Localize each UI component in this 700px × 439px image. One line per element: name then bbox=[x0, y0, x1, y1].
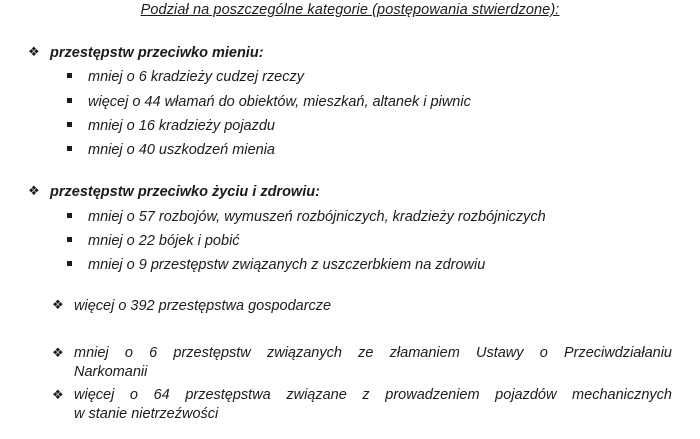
group-title-life-health bbox=[28, 183, 320, 200]
note-drunk-driving bbox=[52, 387, 672, 422]
note-economic-crimes bbox=[52, 297, 331, 314]
diamond-bullet-icon: ❖ bbox=[28, 183, 40, 198]
list-item-text: mniej o 9 przestępstw związanych z uszczerbkiem na zdrowiu bbox=[88, 257, 486, 273]
list-item-text: mniej o 6 kradzieży cudzej rzeczy bbox=[88, 69, 304, 85]
list-item bbox=[67, 142, 275, 158]
square-bullet-icon bbox=[67, 98, 72, 103]
list-item bbox=[67, 118, 275, 134]
group-title-property bbox=[28, 44, 264, 61]
note-text-continued: w stanie nietrzeźwości bbox=[74, 406, 219, 422]
square-bullet-icon bbox=[67, 237, 72, 242]
note-text-continued: Narkomanii bbox=[74, 364, 148, 380]
list-item bbox=[67, 233, 240, 249]
list-item-text: mniej o 40 uszkodzeń mienia bbox=[88, 142, 275, 158]
diamond-bullet-icon: ❖ bbox=[52, 297, 64, 312]
square-bullet-icon bbox=[67, 73, 72, 78]
square-bullet-icon bbox=[67, 213, 72, 218]
note-text: więcej o 64 przestępstwa związane z prowadzeniem pojazdów mechanicznych bbox=[74, 387, 672, 403]
diamond-bullet-icon: ❖ bbox=[28, 44, 40, 59]
group-title-text: przestępstw przeciwko mieniu: bbox=[50, 45, 264, 61]
note-drug-law bbox=[52, 345, 672, 380]
square-bullet-icon bbox=[67, 146, 72, 151]
list-item bbox=[67, 209, 546, 225]
diamond-bullet-icon: ❖ bbox=[52, 345, 64, 360]
list-item bbox=[67, 69, 304, 85]
square-bullet-icon bbox=[67, 261, 72, 266]
note-text: więcej o 392 przestępstwa gospodarcze bbox=[74, 298, 332, 314]
list-item-text: więcej o 44 włamań do obiektów, mieszkań, altanek i piwnic bbox=[88, 94, 471, 110]
diamond-bullet-icon: ❖ bbox=[52, 387, 64, 402]
section-heading: Podział na poszczególne kategorie (postępowania stwierdzone): bbox=[140, 2, 560, 18]
list-item-text: mniej o 22 bójek i pobić bbox=[88, 233, 240, 249]
square-bullet-icon bbox=[67, 122, 72, 127]
list-item-text: mniej o 16 kradzieży pojazdu bbox=[88, 118, 275, 134]
list-item bbox=[67, 257, 485, 273]
list-item-text: mniej o 57 rozbojów, wymuszeń rozbójniczych, kradzieży rozbójniczych bbox=[88, 209, 546, 225]
note-text: mniej o 6 przestępstw związanych ze złamaniem Ustawy o Przeciwdziałaniu bbox=[74, 345, 672, 361]
list-item bbox=[67, 94, 471, 110]
group-title-text: przestępstw przeciwko życiu i zdrowiu: bbox=[50, 184, 320, 200]
